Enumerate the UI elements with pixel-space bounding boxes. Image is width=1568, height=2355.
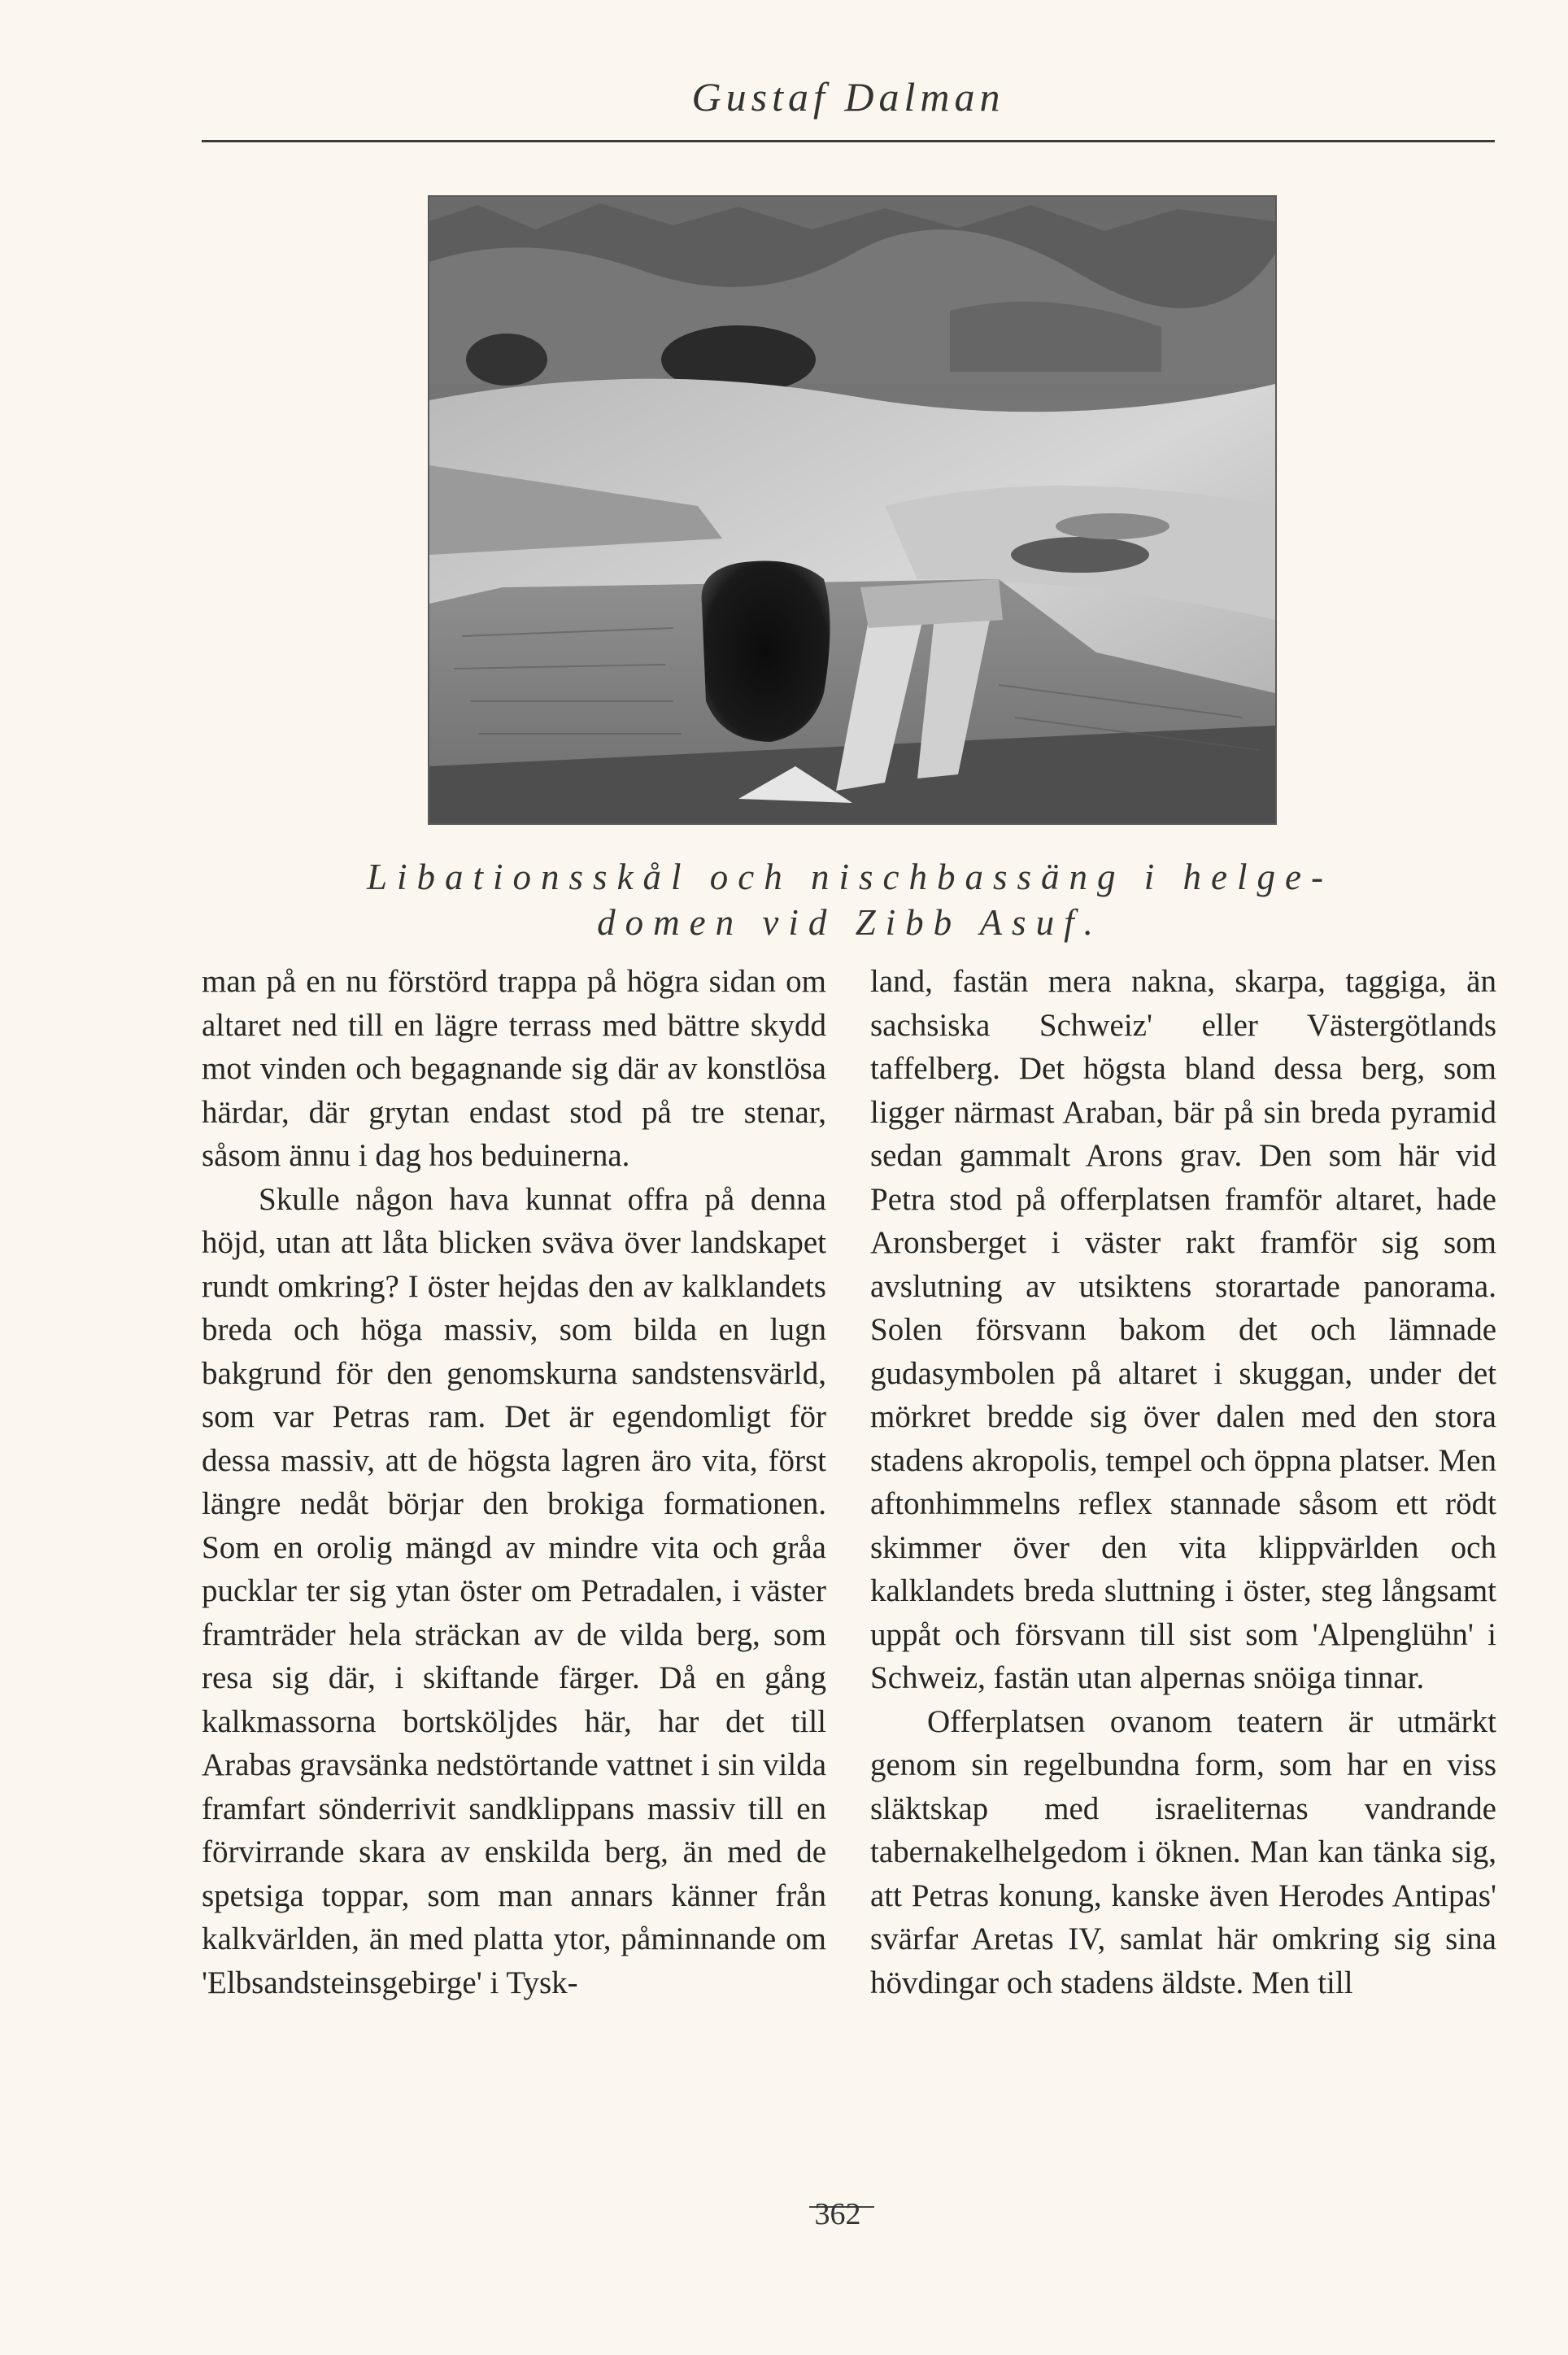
rock-cut-basin-photo [428, 195, 1277, 825]
running-head-author: Gustaf Dalman [691, 74, 1005, 120]
right-text-column [870, 960, 1496, 2004]
header-rule [202, 140, 1495, 142]
figure-caption [358, 854, 1342, 945]
left-text-column [202, 960, 826, 2004]
paragraph: Offerplatsen ovanom teatern är utmärkt genom sin regelbundna form, som har en viss släktskap med israeliternas vandrande tabernakelhelgedom i öknen. Man kan tänka sig, att Petras konung, kanske även Herodes Antipas' svärfar Aretas IV, samlat här omkring sig sina hövdingar och stadens äldste. Men till [870, 1703, 1496, 2000]
paragraph: land, fastän mera nakna, skarpa, taggiga, än sachsiska Schweiz' eller Västergötlands taffelberg. Det högsta bland dessa berg, som ligger närmast Araban, bär på sin breda pyramid sedan gammalt Arons grav. Den som här vid Petra stod på offerplatsen framför altaret, hade Aronsberget i väster rakt framför sig som avslutning av utsiktens storartade panorama. Solen försvann bakom det och lämnade gudasymbolen på altaret i skuggan, under det mörkret bredde sig över dalen med den stora stadens akropolis, tempel och öppna platser. Men aftonhimmelns reflex stannade såsom ett rödt skimmer över den vita klippvärlden och kalklandets breda sluttning i öster, steg långsamt uppåt och försvann till sist som 'Alpenglühn' i Schweiz, fastän utan alpernas snöiga tinnar. [870, 964, 1496, 1695]
paragraph: Skulle någon hava kunnat offra på denna höjd, utan att låta blicken sväva över landskapet rundt omkring? I öster hejdas den av kalklandets breda och höga massiv, som bilda en lugn bakgrund för den genomskurna sandstensvärld, som var Petras ram. Det är egendomligt för dessa massiv, att de högsta lagren äro vita, först längre nedåt börjar den brokiga formationen. Som en orolig mängd av mindre vita och gråa pucklar ter sig ytan öster om Petradalen, i väster framträder hela sträckan av de vilda berg, som resa sig där, i skiftande färger. Då en gång kalkmassorna bortsköljdes här, har det till Arabas gravsänka nedstörtande vattnet i sin vilda framfart sönderrivit sandklippans massiv till en förvirrande skara av enskilda berg, än med de spetsiga toppar, som man annars känner från kalkvärlden, än med platta ytor, påminnande om 'Elbsandsteinsgebirge' i Tysk- [202, 1181, 826, 2000]
paragraph: man på en nu förstörd trappa på högra sidan om altaret ned till en lägre terrass med bättre skydd mot vinden och begagnande sig där av konstlösa härdar, där grytan endast stod på tre stenar, såsom ännu i dag hos beduinerna. [202, 964, 826, 1173]
caption-line-1: Libationsskål och nischbassäng i helge- [367, 857, 1333, 897]
caption-line-2: domen vid Zibb Asuf. [597, 902, 1103, 943]
page-number: 362 [814, 2197, 861, 2231]
